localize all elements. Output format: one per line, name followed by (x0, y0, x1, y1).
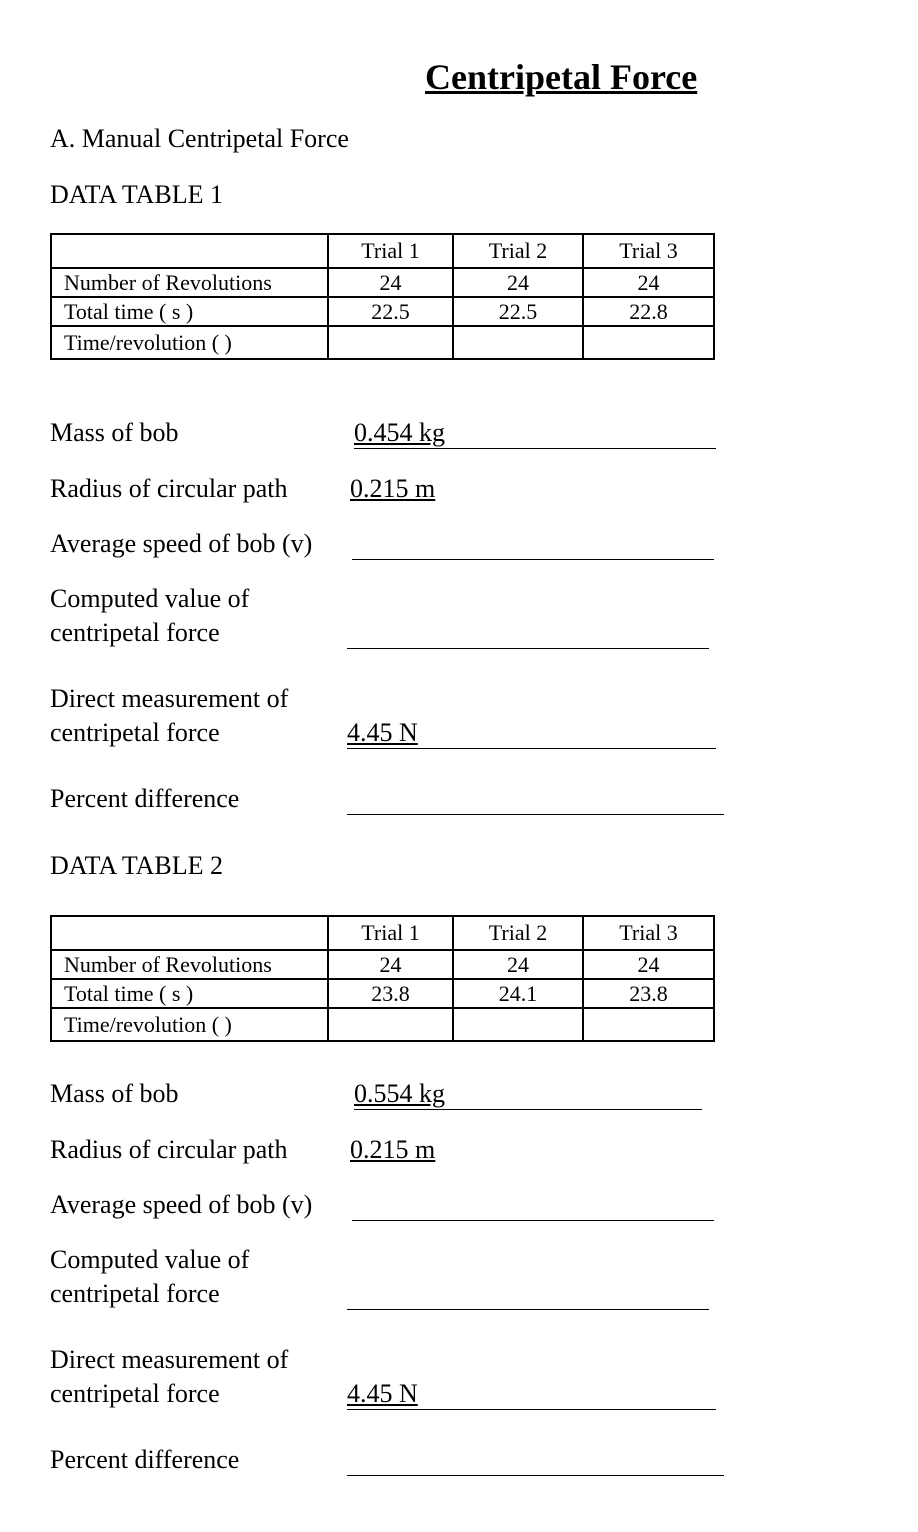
table-cell: 22.8 (583, 297, 714, 326)
table-cell: 24 (583, 268, 714, 297)
table-row (51, 297, 714, 326)
table-row (51, 950, 714, 979)
table-cell[interactable] (328, 326, 453, 359)
mass-field (354, 1079, 702, 1110)
table-cell[interactable] (583, 326, 714, 359)
mass-label: Mass of bob (50, 1079, 179, 1108)
percent-label: Percent difference (50, 1445, 240, 1474)
direct-label-2: centripetal force (50, 1379, 220, 1408)
speed-label: Average speed of bob (v) (50, 529, 313, 558)
table-cell: 23.8 (583, 979, 714, 1008)
row-label: Total time ( s ) (51, 297, 328, 326)
direct-field (347, 1379, 716, 1410)
mass-value: 0.554 kg (354, 1079, 445, 1108)
direct-value: 4.45 N (347, 718, 418, 747)
column-header (51, 916, 328, 950)
section-heading: A. Manual Centripetal Force (50, 124, 349, 153)
percent-field[interactable] (347, 784, 724, 815)
radius-label: Radius of circular path (50, 1135, 288, 1164)
table-cell: 24 (583, 950, 714, 979)
computed-label-2: centripetal force (50, 1279, 220, 1308)
table-cell: 22.5 (453, 297, 583, 326)
table-row (51, 979, 714, 1008)
table-cell[interactable] (583, 1008, 714, 1041)
radius-value: 0.215 m (350, 474, 436, 503)
computed-label-1: Computed value of (50, 1245, 250, 1274)
computed-label-2: centripetal force (50, 618, 220, 647)
table-row (51, 268, 714, 297)
speed-field[interactable] (352, 1190, 714, 1221)
row-label: Time/revolution ( ) (51, 1008, 328, 1041)
table-label: DATA TABLE 1 (50, 180, 224, 209)
column-header (51, 234, 328, 268)
page-title: Centripetal Force (425, 57, 698, 97)
table-cell: 24.1 (453, 979, 583, 1008)
mass-label: Mass of bob (50, 418, 179, 447)
percent-field[interactable] (347, 1445, 724, 1476)
direct-field (347, 718, 716, 749)
speed-field[interactable] (352, 529, 714, 560)
column-header: Trial 2 (453, 234, 583, 268)
direct-label-2: centripetal force (50, 718, 220, 747)
computed-label-1: Computed value of (50, 584, 250, 613)
direct-label-1: Direct measurement of (50, 684, 289, 713)
column-header: Trial 3 (583, 234, 714, 268)
computed-field[interactable] (347, 1279, 709, 1310)
mass-field (354, 418, 716, 449)
column-header: Trial 2 (453, 916, 583, 950)
direct-value: 4.45 N (347, 1379, 418, 1408)
row-label: Time/revolution ( ) (51, 326, 328, 359)
table-cell: 24 (328, 950, 453, 979)
column-header: Trial 3 (583, 916, 714, 950)
speed-label: Average speed of bob (v) (50, 1190, 313, 1219)
computed-field[interactable] (347, 618, 709, 649)
column-header: Trial 1 (328, 234, 453, 268)
table-cell: 23.8 (328, 979, 453, 1008)
direct-label-1: Direct measurement of (50, 1345, 289, 1374)
column-header: Trial 1 (328, 916, 453, 950)
mass-value: 0.454 kg (354, 418, 445, 447)
data-table (50, 233, 715, 360)
table-row (51, 326, 714, 359)
table-row (51, 1008, 714, 1041)
data-table (50, 915, 715, 1042)
row-label: Number of Revolutions (51, 950, 328, 979)
table-cell[interactable] (453, 1008, 583, 1041)
row-label: Number of Revolutions (51, 268, 328, 297)
radius-label: Radius of circular path (50, 474, 288, 503)
radius-value: 0.215 m (350, 1135, 436, 1164)
row-label: Total time ( s ) (51, 979, 328, 1008)
table-label: DATA TABLE 2 (50, 851, 224, 880)
table-cell: 24 (453, 268, 583, 297)
table-cell: 22.5 (328, 297, 453, 326)
percent-label: Percent difference (50, 784, 240, 813)
table-cell[interactable] (328, 1008, 453, 1041)
table-cell: 24 (328, 268, 453, 297)
table-cell: 24 (453, 950, 583, 979)
table-cell[interactable] (453, 326, 583, 359)
